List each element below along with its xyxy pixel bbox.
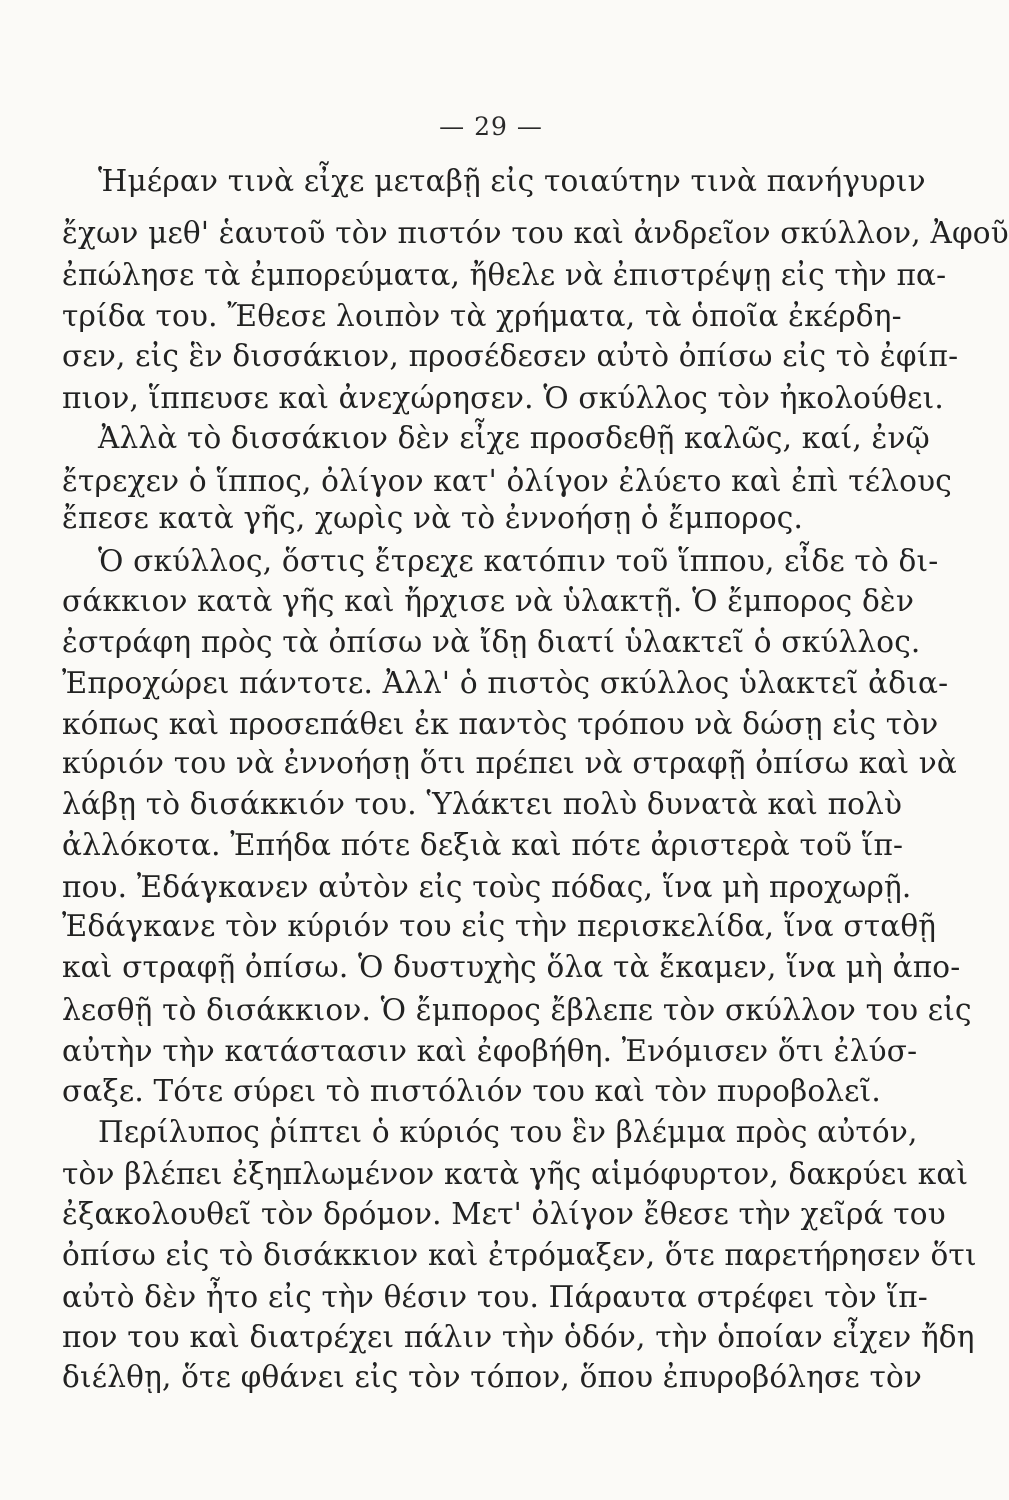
- text-line: Ἀλλὰ τὸ δισσάκιον δὲν εἶχε προσδεθῇ καλῶς, καί, ἐνῷ: [98, 421, 930, 455]
- text-line: αὐτὸ δὲν ἦτο εἰς τὴν θέσιν του. Πάραυτα στρέφει τὸν ἵπ-: [62, 1280, 928, 1314]
- text-line: ἐστράφη πρὸς τὰ ὀπίσω νὰ ἴδῃ διατί ὑλακτεῖ ὁ σκύλλος.: [62, 625, 921, 659]
- text-line: ἔπεσε κατὰ γῆς, χωρὶς νὰ τὸ ἐννοήσῃ ὁ ἔμπορος.: [62, 501, 804, 535]
- text-line: ἔχων μεθ' ἑαυτοῦ τὸν πιστόν του καὶ ἀνδρεῖον σκύλλον, Ἀφοῦ: [62, 216, 1009, 250]
- text-line: ἀλλόκοτα. Ἐπήδα πότε δεξιὰ καὶ πότε ἀριστερὰ τοῦ ἵπ-: [62, 828, 904, 862]
- text-line: ἐξακολουθεῖ τὸν δρόμον. Μετ' ὀλίγον ἔθεσε τὴν χεῖρά του: [62, 1197, 946, 1231]
- text-line: κόπως καὶ προσεπάθει ἐκ παντὸς τρόπου νὰ δώσῃ εἰς τὸν: [62, 707, 939, 741]
- text-line: Ὁ σκύλλος, ὅστις ἔτρεχε κατόπιν τοῦ ἵππου, εἶδε τὸ δι-: [98, 544, 939, 578]
- text-line: τὸν βλέπει ἐξηπλωμένον κατὰ γῆς αἱμόφυρτον, δακρύει καὶ: [62, 1157, 969, 1191]
- text-line: Ἡμέραν τινὰ εἶχε μεταβῇ εἰς τοιαύτην τινὰ πανήγυριν: [98, 164, 926, 198]
- text-line: Περίλυπος ῥίπτει ὁ κύριός του ἓν βλέμμα πρὸς αὐτόν,: [98, 1115, 918, 1149]
- text-line: αὐτὴν τὴν κατάστασιν καὶ ἐφοβήθη. Ἐνόμισεν ὅτι ἐλύσ-: [62, 1034, 918, 1068]
- text-line: σεν, εἰς ἓν δισσάκιον, προσέδεσεν αὐτὸ ὀπίσω εἰς τὸ ἐφίπ-: [62, 339, 959, 373]
- text-line: διέλθῃ, ὅτε φθάνει εἰς τὸν τόπον, ὅπου ἐπυροβόλησε τὸν: [62, 1360, 923, 1394]
- text-line: που. Ἐδάγκανεν αὐτὸν εἰς τοὺς πόδας, ἵνα μὴ προχωρῇ.: [62, 870, 912, 904]
- page-number: — 29 —: [439, 112, 543, 141]
- text-line: λάβῃ τὸ δισάκκιόν του. Ὑλάκτει πολὺ δυνατὰ καὶ πολὺ: [62, 787, 903, 821]
- text-line: κύριόν του νὰ ἐννοήσῃ ὅτι πρέπει νὰ στραφῇ ὀπίσω καὶ νὰ: [62, 746, 958, 780]
- text-line: ἔτρεχεν ὁ ἵππος, ὀλίγον κατ' ὀλίγον ἐλύετο καὶ ἐπὶ τέλους: [62, 464, 952, 498]
- text-line: τρίδα του. Ἔθεσε λοιπὸν τὰ χρήματα, τὰ ὁποῖα ἐκέρδη-: [62, 299, 902, 333]
- text-line: λεσθῇ τὸ δισάκκιον. Ὁ ἔμπορος ἔβλεπε τὸν σκύλλον του εἰς: [62, 993, 972, 1027]
- text-line: Ἐπροχώρει πάντοτε. Ἀλλ' ὁ πιστὸς σκύλλος ὑλακτεῖ ἀδια-: [62, 666, 949, 700]
- text-line: σαξε. Τότε σύρει τὸ πιστόλιόν του καὶ τὸν πυροβολεῖ.: [62, 1074, 882, 1108]
- text-line: ἐπώλησε τὰ ἐμπορεύματα, ἤθελε νὰ ἐπιστρέψῃ εἰς τὴν πα-: [62, 258, 947, 292]
- text-line: σάκκιον κατὰ γῆς καὶ ἤρχισε νὰ ὑλακτῇ. Ὁ ἔμπορος δὲν: [62, 584, 915, 618]
- text-line: Ἐδάγκανε τὸν κύριόν του εἰς τὴν περισκελίδα, ἵνα σταθῇ: [62, 909, 937, 943]
- text-line: ὀπίσω εἰς τὸ δισάκκιον καὶ ἐτρόμαξεν, ὅτε παρετήρησεν ὅτι: [62, 1238, 977, 1272]
- text-line: καὶ στραφῇ ὀπίσω. Ὁ δυστυχὴς ὅλα τὰ ἔκαμεν, ἵνα μὴ ἀπο-: [62, 950, 961, 984]
- text-line: πον του καὶ διατρέχει πάλιν τὴν ὁδόν, τὴν ὁποίαν εἶχεν ἤδη: [62, 1320, 975, 1354]
- text-line: πιον, ἵππευσε καὶ ἀνεχώρησεν. Ὁ σκύλλος τὸν ἠκολούθει.: [62, 381, 944, 415]
